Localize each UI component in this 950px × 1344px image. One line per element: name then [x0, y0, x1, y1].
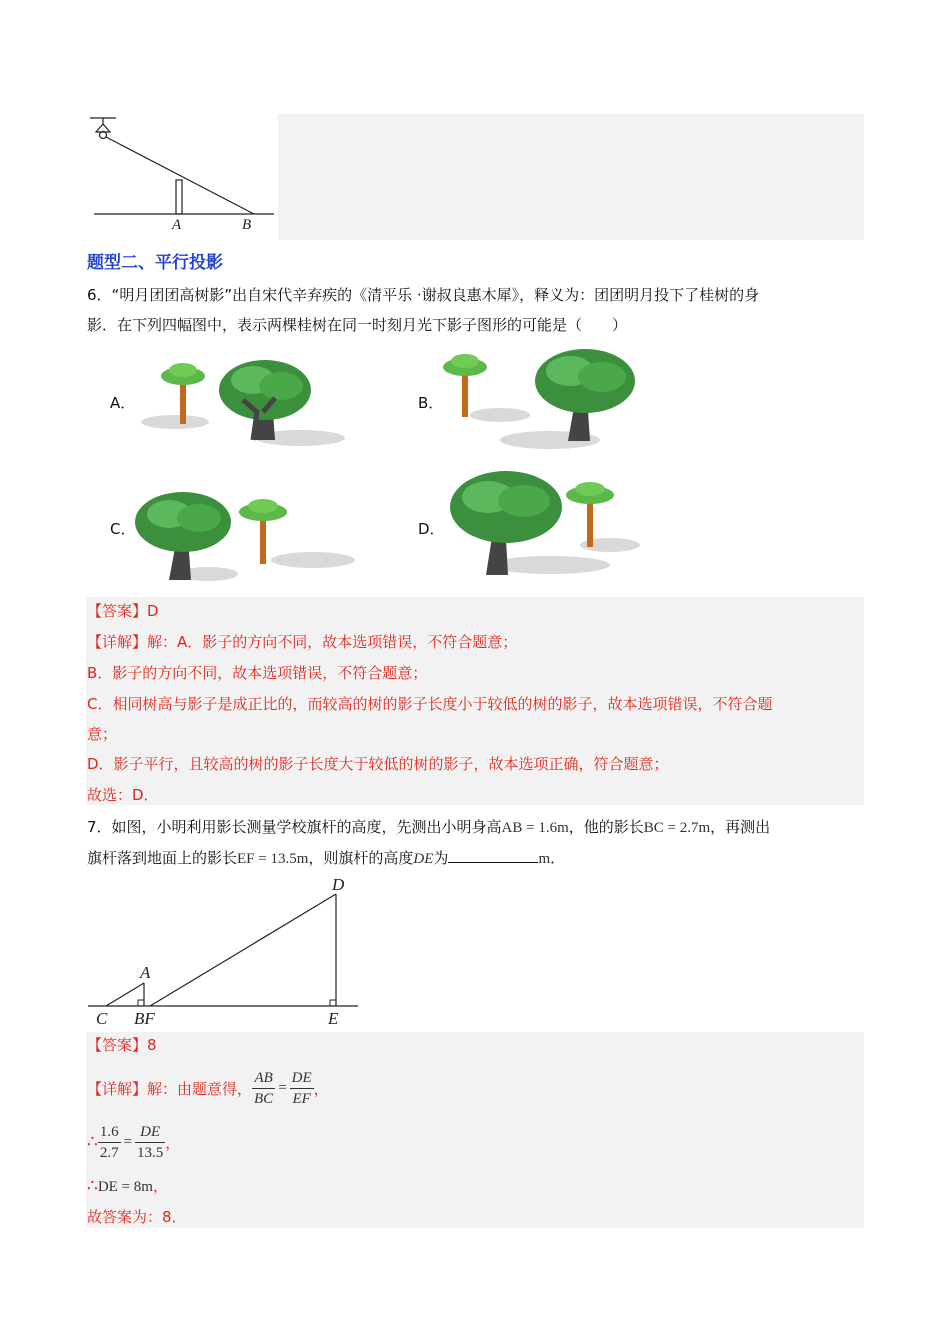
option-a-label: A．: [110, 394, 136, 412]
q7-answer-block: [86, 1032, 864, 1228]
fraction-de-ef: $\frac{DE}{EF}$: [291, 1069, 312, 1107]
q7-detail-line2: ∴ $\frac{1.6}{2.7}$ = $\frac{DE}{13.5}$ ，: [87, 1123, 181, 1161]
option-b-image: [440, 345, 650, 455]
q6-detail-5: D．影子平行，且较高的树的影子长度大于较低的树的影子，故本选项正确，符合题意；: [87, 755, 669, 773]
q7-answer: 【答案】8: [87, 1036, 157, 1054]
label-b: B: [242, 217, 252, 233]
option-b-label: B．: [418, 394, 444, 412]
q6-line1: 6．“明月团团高树影”出自宋代辛弃疾的《清平乐 ·谢叔良惠木犀》，释义为：团团明月投下了桂树的身: [87, 286, 760, 304]
option-c-label: C．: [110, 520, 136, 538]
q7-ab-value: AB = 1.6m: [501, 820, 569, 836]
q6-detail-3: C．相同树高与影子是成正比的，而较高的树的影子长度小于较低的树的影子，故本选项错误，不符合题: [87, 695, 773, 713]
pole: [176, 180, 182, 214]
label-d: D: [332, 875, 345, 894]
lamp-icon: [96, 124, 110, 132]
q6-detail-1: 【详解】解：A．影子的方向不同，故本选项错误，不符合题意；: [87, 633, 518, 651]
option-d-label: D．: [418, 520, 445, 538]
q7-result: DE = 8m: [97, 1179, 153, 1195]
q7-line2: 旗杆落到地面上的影长EF = 13.5m，则旗杆的高度DE为 m．: [87, 843, 565, 874]
label-a: A: [140, 963, 151, 982]
fraction-ab-bc: $\frac{AB}{BC}$: [254, 1069, 274, 1107]
light-ray: [106, 137, 254, 214]
q7-final: 故答案为：8．: [87, 1208, 187, 1226]
q7-de-symbol: DE: [413, 851, 434, 867]
therefore-symbol: ∴: [87, 1176, 98, 1196]
q7-detail-line1: 【详解】解：由题意得， $\frac{AB}{BC}$ = $\frac{DE}{EF}$ ，: [87, 1069, 329, 1107]
lamp-shadow-figure: [86, 112, 276, 234]
option-c-image: [133, 490, 363, 585]
fraction-numbers: $\frac{1.6}{2.7}$: [99, 1123, 119, 1161]
q6-line2: 影．在下列四幅图中，表示两棵桂树在同一时刻月光下影子图形的可能是（ ）: [87, 316, 628, 334]
q7-ef-value: EF = 13.5m: [237, 851, 309, 867]
pole-ray: [150, 894, 336, 1006]
q6-detail-4: 意；: [87, 725, 118, 743]
q6-detail-6: 故选：D．: [87, 786, 159, 804]
label-bf: BF: [134, 1009, 155, 1028]
q7-bc-value: BC = 2.7m: [643, 820, 711, 836]
label-c: C: [96, 1009, 108, 1028]
flagpole-figure: [86, 874, 366, 1030]
label-e: E: [328, 1009, 339, 1028]
label-a: A: [172, 217, 182, 233]
q7-line1: 7．如图，小明利用影长测量学校旗杆的高度，先测出小明身高AB = 1.6m，他的影长BC = 2.7m，再测出: [87, 818, 771, 836]
q7-detail-line3: ∴DE = 8m，: [87, 1176, 168, 1196]
q6-detail-2: B．影子的方向不同，故本选项错误，不符合题意；: [87, 664, 428, 682]
therefore-symbol: ∴: [87, 1132, 98, 1152]
option-d-image: [440, 465, 640, 580]
figure-placeholder-box: [278, 114, 864, 240]
answer-blank: [448, 846, 538, 863]
option-a-image: [135, 350, 350, 450]
q6-answer: 【答案】D: [87, 602, 159, 620]
section-title: 题型二、平行投影: [87, 253, 223, 273]
fraction-de-135: $\frac{DE}{13.5}$: [137, 1123, 164, 1161]
